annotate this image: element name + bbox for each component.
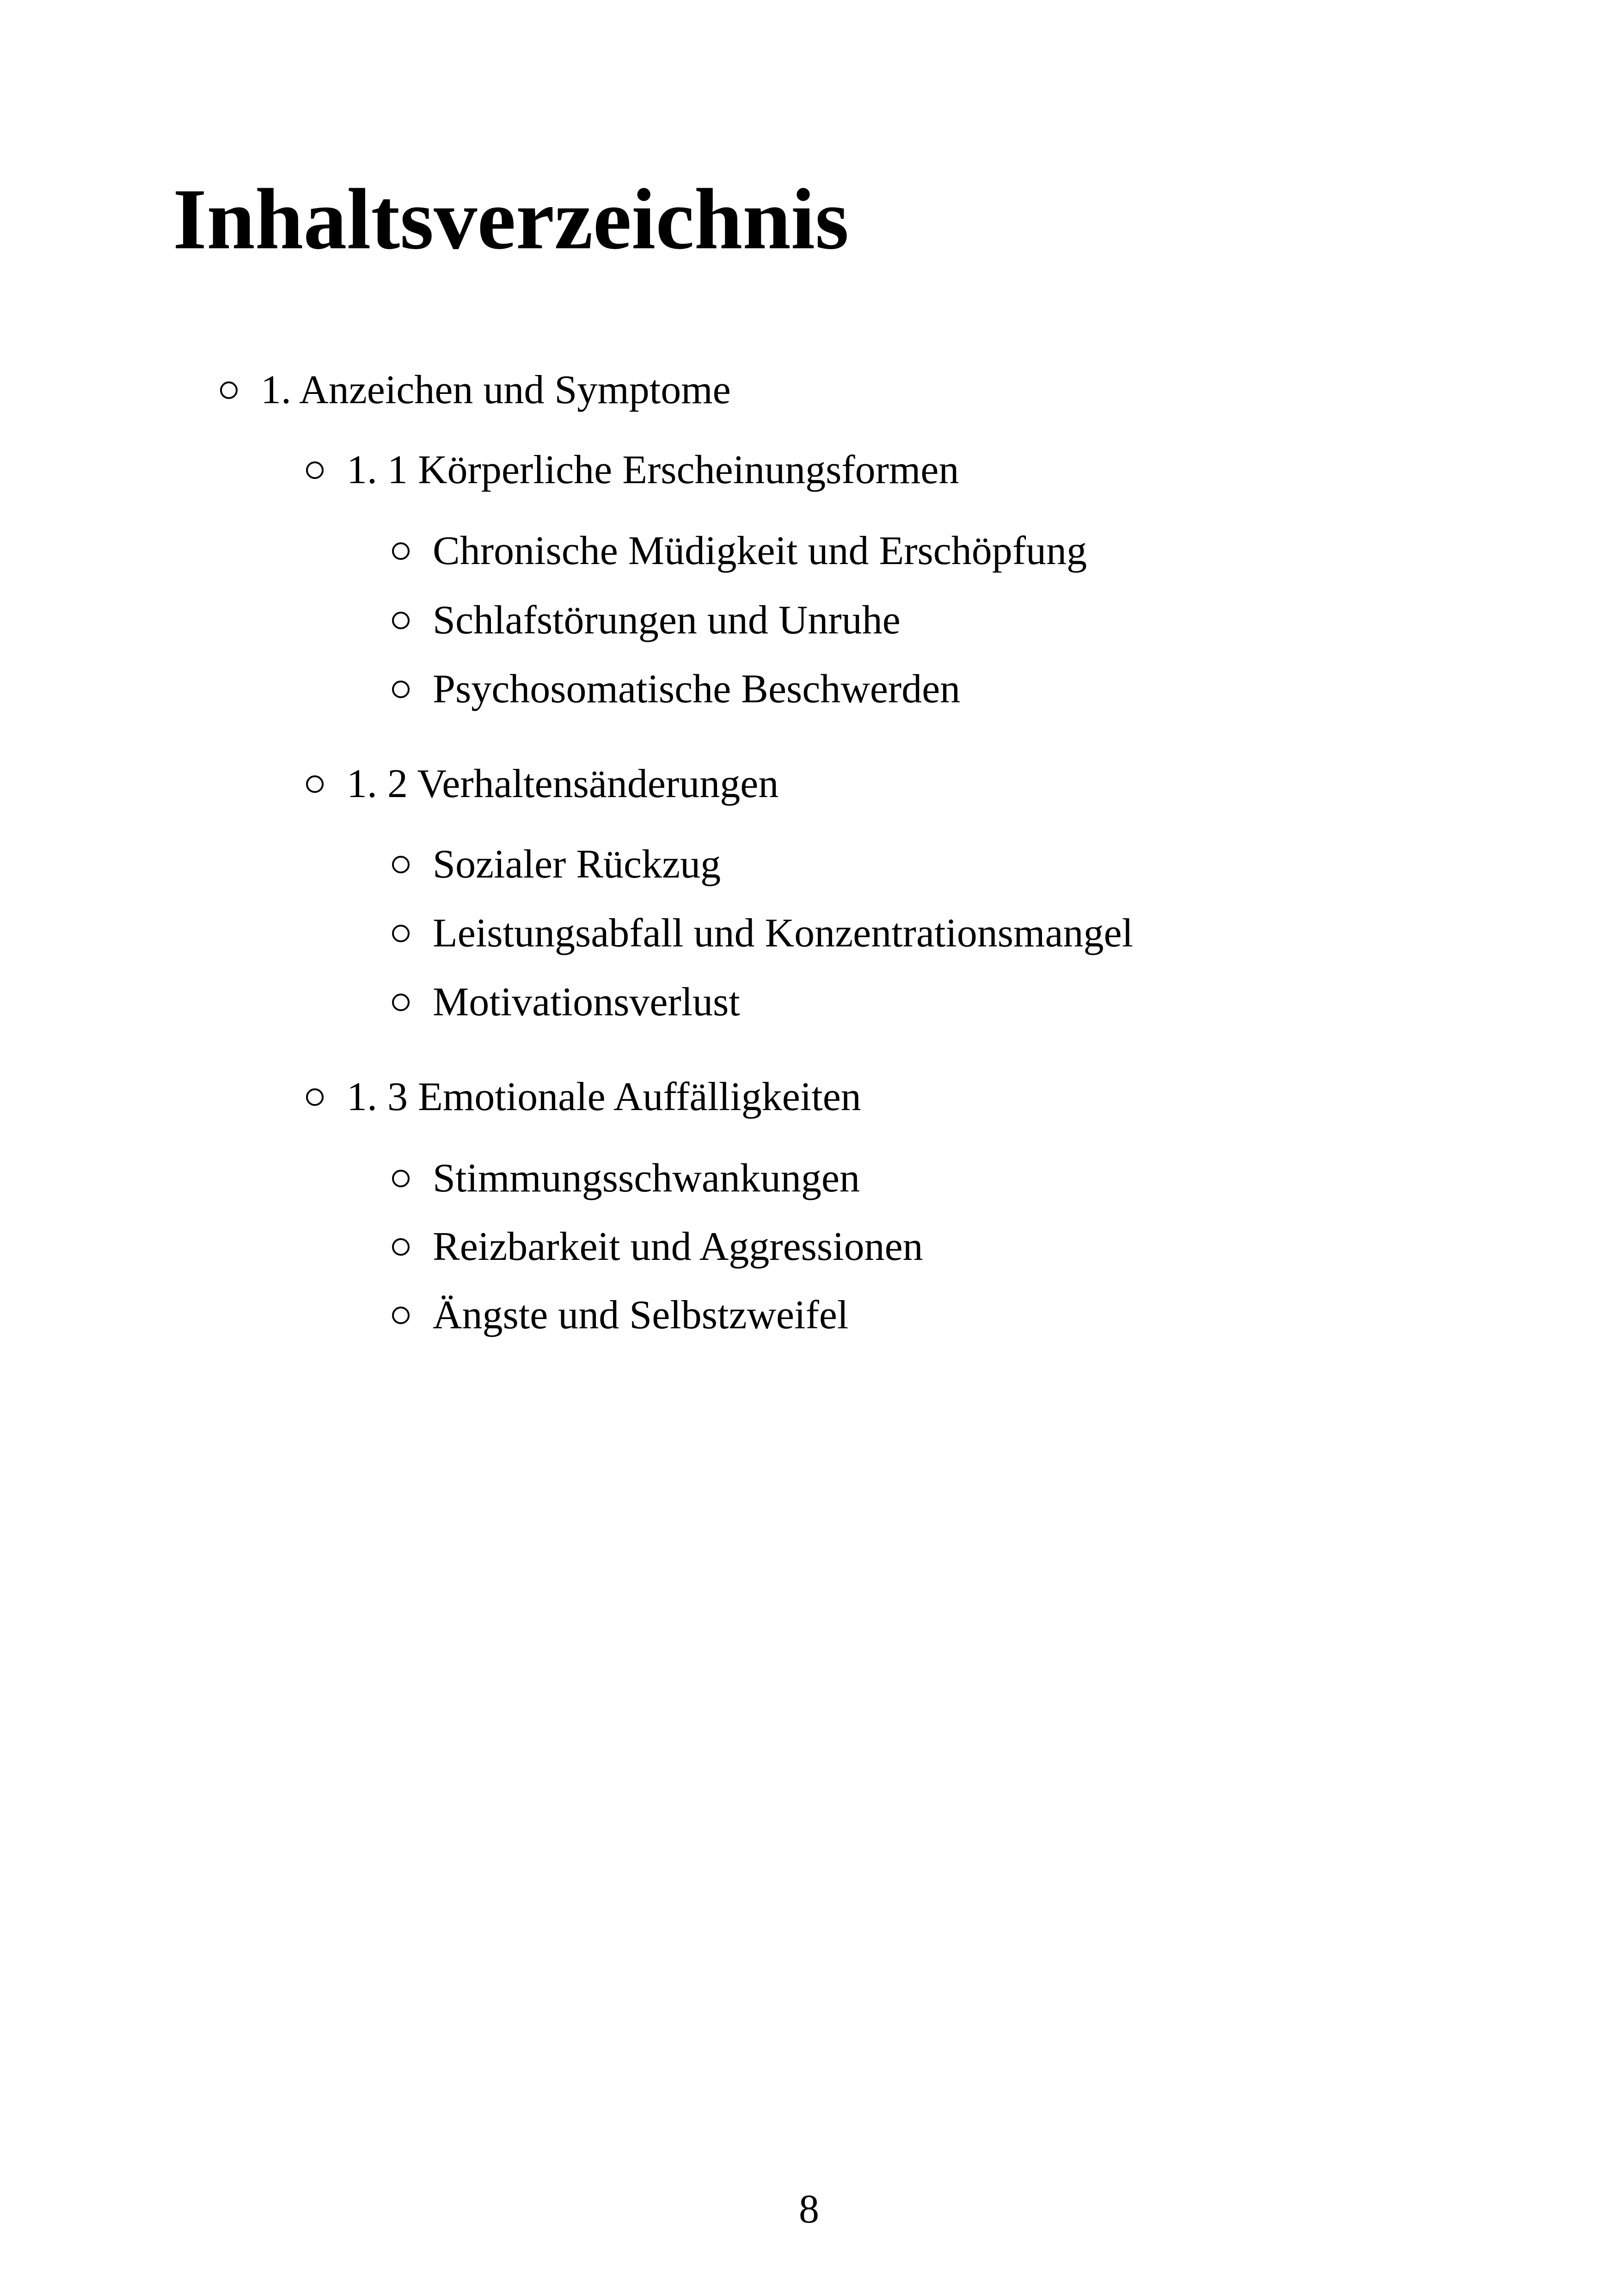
circle-bullet-icon [392,994,410,1011]
toc-subitem[interactable] [392,913,1133,954]
toc-subitem-label: Leistungsabfall und Konzentrationsmangel [433,911,1134,956]
toc-subitem[interactable] [392,600,901,641]
toc-section-label: 1. 1 Körperliche Erscheinungsformen [347,448,959,492]
circle-bullet-icon [392,1238,410,1256]
toc-subitem-label: Chronische Müdigkeit und Erschöpfung [433,528,1087,573]
circle-bullet-icon [306,461,324,479]
toc-subitem-label: Motivationsverlust [433,980,740,1025]
toc-subitem-label: Psychosomatische Beschwerden [433,667,961,712]
circle-bullet-icon [220,381,238,399]
toc-subitem[interactable] [392,528,1087,573]
toc-subitem[interactable] [392,844,721,885]
circle-bullet-icon [306,775,324,793]
toc-subitem-label: Ängste und Selbstzweifel [433,1293,849,1338]
circle-bullet-icon [392,856,410,873]
toc-subitem[interactable] [392,669,960,710]
toc-section-label: 1. 3 Emotionale Auffälligkeiten [347,1074,861,1119]
circle-bullet-icon [392,542,410,560]
circle-bullet-icon [392,681,410,698]
toc-subitem[interactable] [392,1224,923,1269]
page-title: Inhaltsverzeichnis [173,171,849,267]
circle-bullet-icon [392,925,410,942]
circle-bullet-icon [306,1088,324,1106]
toc-subitem[interactable] [392,1295,848,1336]
circle-bullet-icon [392,1307,410,1324]
toc-subitem-label: Schlafstörungen und Unruhe [433,598,901,643]
circle-bullet-icon [392,1170,410,1187]
page-number: 8 [799,2187,819,2232]
toc-section-1-2[interactable] [306,761,779,806]
toc-subitem[interactable] [392,982,740,1023]
toc-section-1-1[interactable] [306,450,959,491]
toc-subitem[interactable] [392,1158,860,1199]
circle-bullet-icon [392,612,410,629]
toc-section-label: 1. 2 Verhaltensänderungen [347,761,779,806]
toc-subitem-label: Sozialer Rückzug [433,842,721,887]
toc-section-1-3[interactable] [306,1074,861,1119]
toc-chapter-1[interactable] [220,370,731,411]
toc-chapter-label: 1. Anzeichen und Symptome [261,368,731,412]
toc-subitem-label: Reizbarkeit und Aggressionen [433,1224,923,1269]
toc-subitem-label: Stimmungsschwankungen [433,1156,860,1201]
